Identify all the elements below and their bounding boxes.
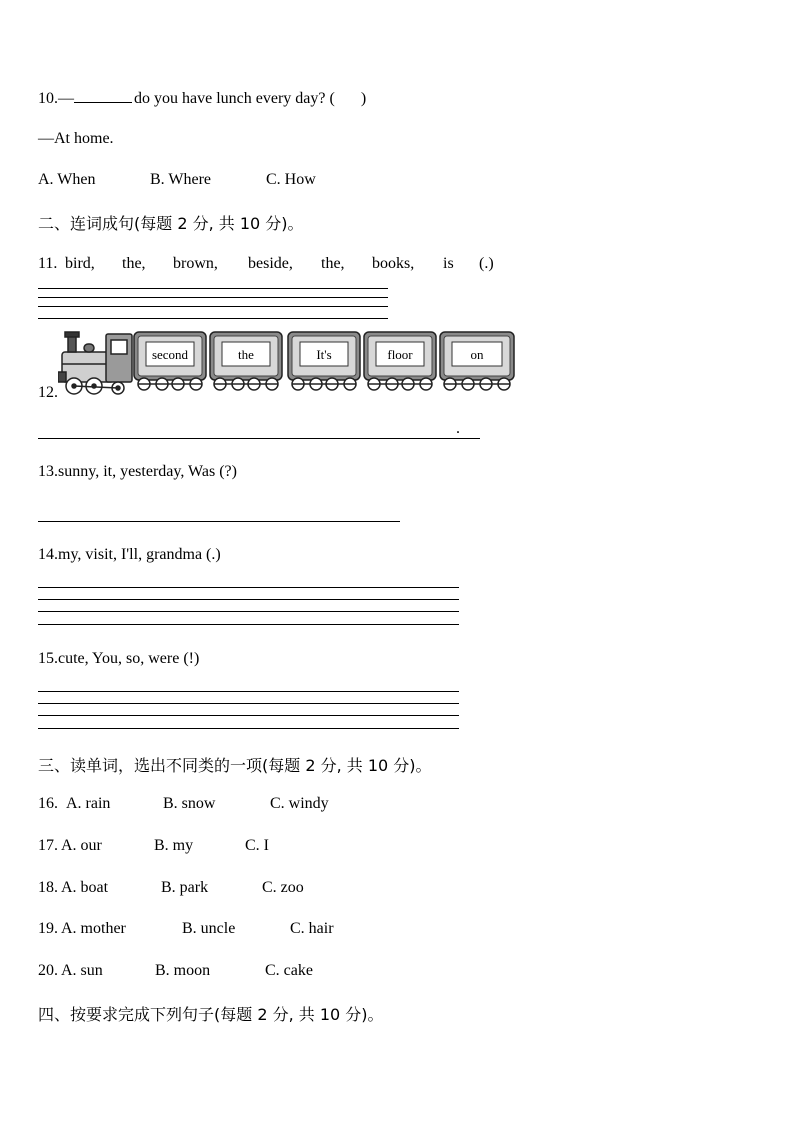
q12-number: 12. xyxy=(38,384,58,401)
q16-option-b: B. snow xyxy=(163,795,216,812)
q11-word: (.) xyxy=(479,255,494,272)
q19-number: 19. xyxy=(38,920,58,937)
q10-response: —At home. xyxy=(38,130,114,147)
q20-number: 20. xyxy=(38,962,58,979)
train-car xyxy=(440,332,514,390)
q11-word: brown, xyxy=(173,255,218,272)
q11-answer-line[interactable] xyxy=(38,306,388,307)
q11-word: books, xyxy=(372,255,415,272)
q12-train-illustration xyxy=(58,328,520,398)
q20-option-b: B. moon xyxy=(155,962,211,979)
q14-answer-line[interactable] xyxy=(38,624,459,625)
q10-paren-close: ) xyxy=(360,90,367,107)
train-car xyxy=(364,332,436,390)
q17-option-a: A. our xyxy=(61,837,102,854)
q10-question-text: do you have lunch every day? ( xyxy=(134,90,335,107)
q10-option-a: A. When xyxy=(38,171,96,188)
q19-option-c: C. hair xyxy=(290,920,334,937)
q12-answer-line[interactable] xyxy=(38,438,480,439)
q20-option-c: C. cake xyxy=(265,962,313,979)
q16-option-a: A. rain xyxy=(66,795,111,812)
q10-option-c: C. How xyxy=(266,171,316,188)
locomotive-icon xyxy=(58,332,132,394)
train-car-word: the xyxy=(238,347,254,362)
q11-word: bird, xyxy=(65,255,95,272)
train-car-word: on xyxy=(470,347,484,362)
q13-answer-line[interactable] xyxy=(38,521,400,522)
q10-line xyxy=(38,88,366,108)
q18-number: 18. xyxy=(38,879,58,896)
q15-prompt: 15.cute, You, so, were (!) xyxy=(38,650,200,667)
q11-word-row xyxy=(0,255,794,275)
q14-answer-line[interactable] xyxy=(38,611,459,612)
q18-option-a: A. boat xyxy=(61,879,109,896)
q10-dash: — xyxy=(58,90,74,107)
q17-option-c: C. I xyxy=(245,837,269,854)
section-2-title: 二、连词成句(每题 2 分, 共 10 分)。 xyxy=(38,214,304,233)
q14-answer-line[interactable] xyxy=(38,587,459,588)
q11-word: the, xyxy=(122,255,146,272)
q17-option-b: B. my xyxy=(154,837,194,854)
q14-answer-line[interactable] xyxy=(38,599,459,600)
q11-word: beside, xyxy=(248,255,293,272)
section-3-title: 三、读单词，选出不同类的一项(每题 2 分, 共 10 分)。 xyxy=(38,756,432,775)
q10-option-b: B. Where xyxy=(150,171,212,188)
q15-answer-line[interactable] xyxy=(38,715,459,716)
train-car-word: second xyxy=(151,347,189,362)
train-car-word: floor xyxy=(387,347,413,362)
q13-prompt: 13.sunny, it, yesterday, Was (?) xyxy=(38,463,237,480)
q11-word: the, xyxy=(321,255,345,272)
q10-number: 10. xyxy=(38,90,58,107)
q11-number: 11. xyxy=(38,255,58,272)
train-car xyxy=(288,332,360,390)
q18-option-c: C. zoo xyxy=(262,879,304,896)
q15-answer-line[interactable] xyxy=(38,728,459,729)
q10-blank[interactable] xyxy=(74,88,132,103)
q15-answer-line[interactable] xyxy=(38,691,459,692)
q20-option-a: A. sun xyxy=(61,962,103,979)
train-car xyxy=(210,332,282,390)
q16-number: 16. xyxy=(38,795,58,812)
q19-option-b: B. uncle xyxy=(182,920,236,937)
train-car xyxy=(134,332,206,390)
q12-end-mark: . xyxy=(456,420,460,437)
q11-answer-line[interactable] xyxy=(38,288,388,289)
q14-prompt: 14.my, visit, I'll, grandma (.) xyxy=(38,546,221,563)
section-4-title: 四、按要求完成下列句子(每题 2 分, 共 10 分)。 xyxy=(38,1005,384,1024)
q18-option-b: B. park xyxy=(161,879,209,896)
train-car-word: It's xyxy=(316,347,332,362)
q11-answer-line[interactable] xyxy=(38,297,388,298)
q15-answer-line[interactable] xyxy=(38,703,459,704)
q17-number: 17. xyxy=(38,837,58,854)
q11-answer-line[interactable] xyxy=(38,318,388,319)
q11-word: is xyxy=(443,255,454,272)
q16-option-c: C. windy xyxy=(270,795,329,812)
q19-option-a: A. mother xyxy=(61,920,126,937)
